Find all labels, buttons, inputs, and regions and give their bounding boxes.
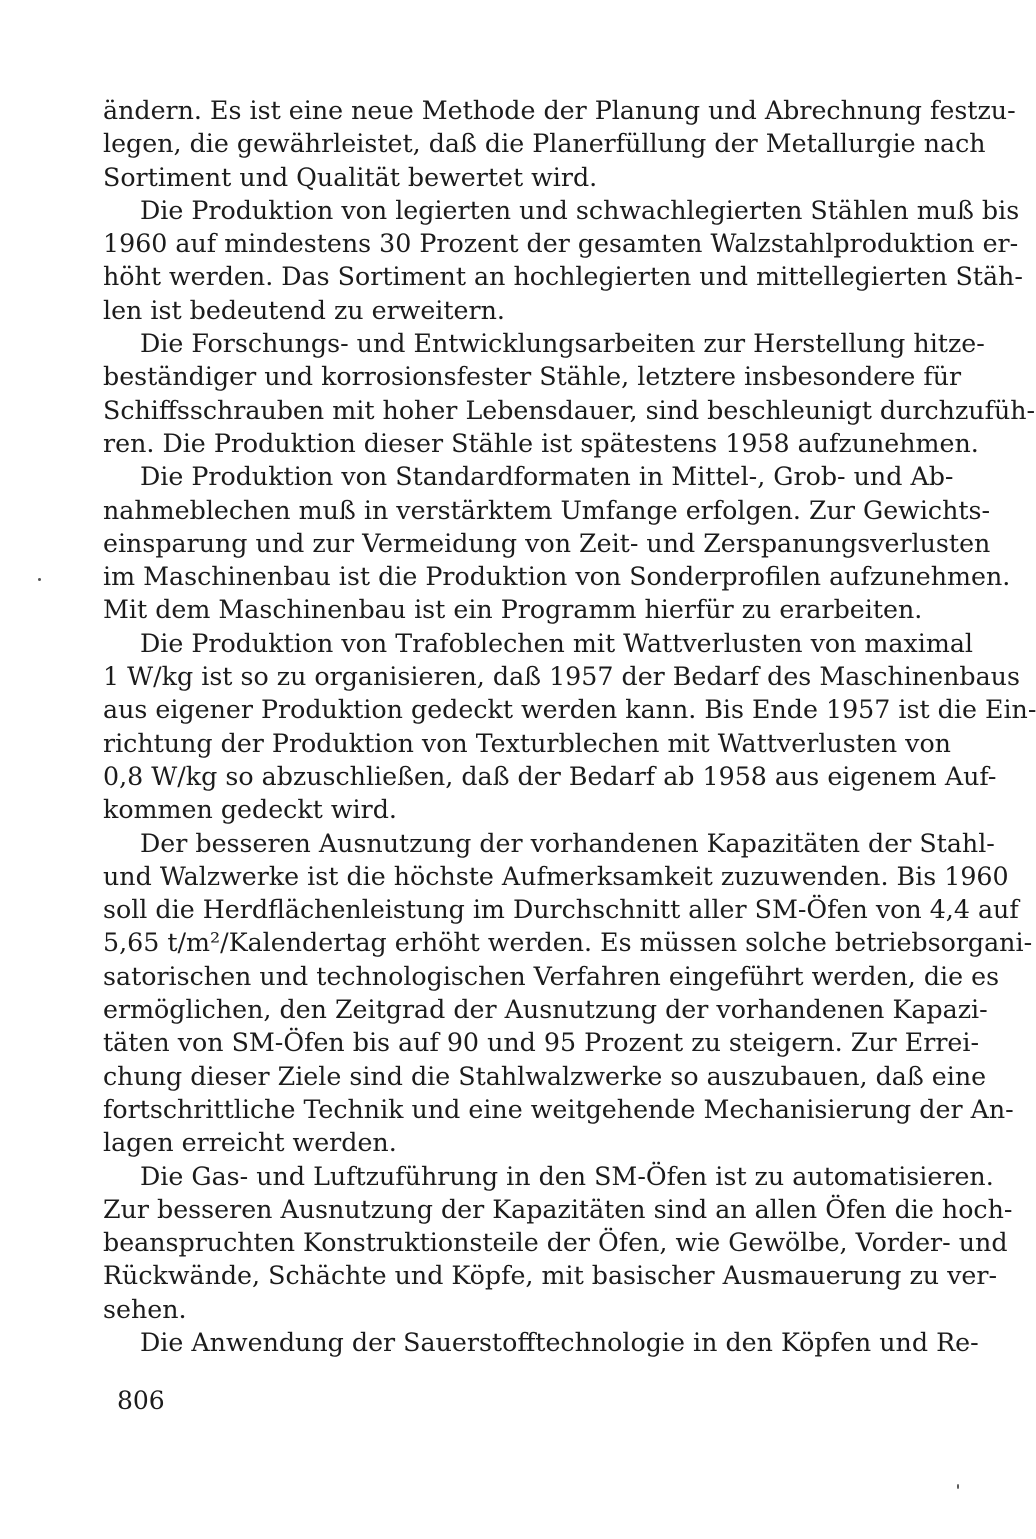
text-line: aus eigener Produktion gedeckt werden kann. Bis Ende 1957 ist die Ein- xyxy=(103,695,1036,725)
text-line: fortschrittliche Technik und eine weitgehende Mechanisierung der An- xyxy=(103,1094,1014,1124)
text-line: Rückwände, Schächte und Köpfe, mit basischer Ausmauerung zu ver- xyxy=(103,1261,998,1291)
text-line: Zur besseren Ausnutzung der Kapazitäten sind an allen Öfen die hoch- xyxy=(103,1194,1013,1224)
text-line: Sortiment und Qualität bewertet wird. xyxy=(103,162,598,192)
text-line: Die Forschungs- und Entwicklungsarbeiten zur Herstellung hitze- xyxy=(140,329,985,359)
text-line: Die Produktion von legierten und schwachlegierten Stählen muß bis xyxy=(140,195,1020,225)
text-line: legen, die gewährleistet, daß die Planerfüllung der Metallurgie nach xyxy=(103,129,986,159)
text-line: Die Produktion von Trafoblechen mit Wattverlusten von maximal xyxy=(140,628,974,658)
text-line: Der besseren Ausnutzung der vorhandenen Kapazitäten der Stahl- xyxy=(140,828,995,858)
text-line: Die Produktion von Standardformaten in Mittel-, Grob- und Ab- xyxy=(140,462,954,492)
scan-speck xyxy=(38,578,41,581)
text-line: satorischen und technologischen Verfahren eingeführt werden, die es xyxy=(103,961,1000,991)
text-line: beanspruchten Konstruktionsteile der Öfen, wie Gewölbe, Vorder- und xyxy=(103,1228,1008,1258)
text-line: soll die Herdflächenleistung im Durchschnitt aller SM-Öfen von 4,4 auf xyxy=(103,895,1019,925)
text-line: Mit dem Maschinenbau ist ein Programm hierfür zu erarbeiten. xyxy=(103,595,923,625)
paragraph xyxy=(103,827,1033,1160)
paragraph xyxy=(103,194,1023,327)
paragraph xyxy=(103,627,1036,827)
paragraph xyxy=(103,460,1011,626)
text-line: 1960 auf mindestens 30 Prozent der gesamten Walzstahlproduktion er- xyxy=(103,229,1019,259)
paragraph xyxy=(103,327,1036,460)
page-number: 806 xyxy=(117,1386,165,1415)
text-line: nahmeblechen muß in verstärktem Umfange erfolgen. Zur Gewichts- xyxy=(103,495,991,525)
text-line: kommen gedeckt wird. xyxy=(103,795,397,825)
text-line: einsparung und zur Vermeidung von Zeit- und Zerspanungsverlusten xyxy=(103,528,991,558)
text-line: ermöglichen, den Zeitgrad der Ausnutzung der vorhandenen Kapazi- xyxy=(103,995,988,1025)
text-line: 5,65 t/m²/Kalendertag erhöht werden. Es müssen solche betriebsorgani- xyxy=(103,928,1033,958)
paragraph xyxy=(103,1326,979,1359)
text-line: chung dieser Ziele sind die Stahlwalzwerke so auszubauen, daß eine xyxy=(103,1061,987,1091)
text-line: Schiffsschrauben mit hoher Lebensdauer, sind beschleunigt durchzufüh- xyxy=(103,395,1036,425)
text-line: richtung der Produktion von Texturblechen mit Wattverlusten von xyxy=(103,728,951,758)
text-line: im Maschinenbau ist die Produktion von Sonderprofilen aufzunehmen. xyxy=(103,562,1011,592)
text-line: sehen. xyxy=(103,1294,187,1324)
text-line: Die Gas- und Luftzuführung in den SM-Öfen ist zu automatisieren. xyxy=(140,1161,994,1191)
scan-speck xyxy=(957,1484,959,1489)
text-line: beständiger und korrosionsfester Stähle, letztere insbesondere für xyxy=(103,362,962,392)
paragraph xyxy=(103,94,1016,194)
text-line: lagen erreicht werden. xyxy=(103,1128,397,1158)
paragraph xyxy=(103,1160,1013,1326)
text-line: len ist bedeutend zu erweitern. xyxy=(103,295,505,325)
text-line: ren. Die Produktion dieser Stähle ist spätestens 1958 aufzunehmen. xyxy=(103,428,979,458)
text-line: 0,8 W/kg so abzuschließen, daß der Bedarf ab 1958 aus eigenem Auf- xyxy=(103,761,997,791)
body-text xyxy=(103,94,1036,1359)
text-line: ändern. Es ist eine neue Methode der Planung und Abrechnung festzu- xyxy=(103,96,1016,125)
text-line: täten von SM-Öfen bis auf 90 und 95 Prozent zu steigern. Zur Errei- xyxy=(103,1028,980,1058)
text-line: Die Anwendung der Sauerstofftechnologie in den Köpfen und Re- xyxy=(140,1327,979,1357)
text-line: höht werden. Das Sortiment an hochlegierten und mittellegierten Stäh- xyxy=(103,262,1023,292)
text-line: 1 W/kg ist so zu organisieren, daß 1957 der Bedarf des Maschinenbaus xyxy=(103,662,1020,692)
text-line: und Walzwerke ist die höchste Aufmerksamkeit zuzuwenden. Bis 1960 xyxy=(103,861,1009,891)
